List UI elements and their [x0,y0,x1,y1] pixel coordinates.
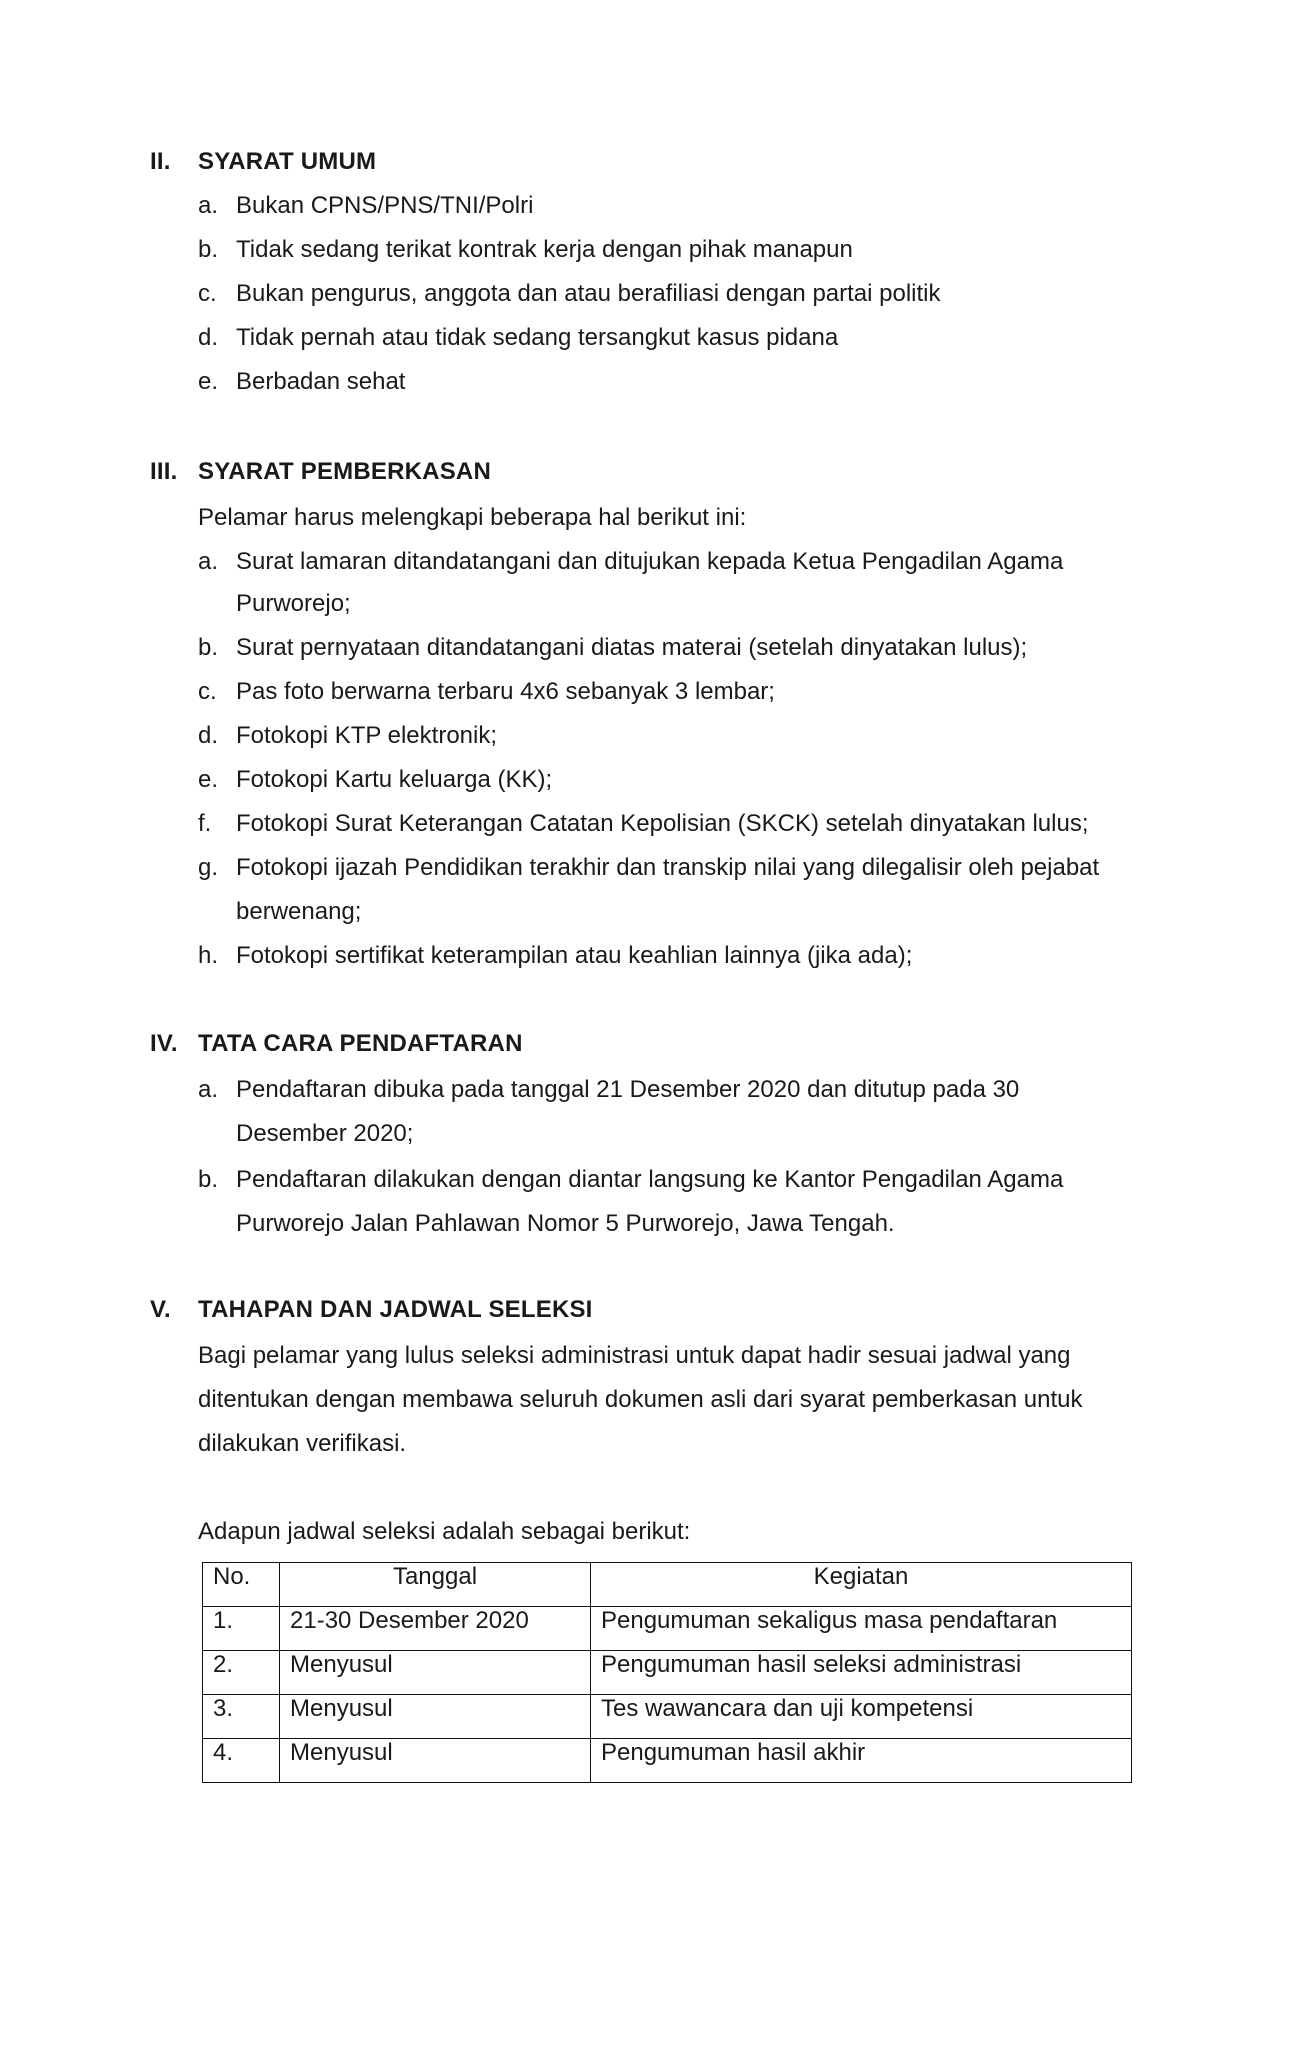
list-marker: a. [198,192,219,219]
schedule-table [202,1562,1132,1783]
list-item [198,368,405,396]
list-text: Pendaftaran dibuka pada tanggal 21 Desember 2020 dan ditutup pada 30 [236,1076,1020,1103]
list-item [198,854,1099,882]
paragraph-line: dilakukan verifikasi. [198,1430,407,1457]
table-intro: Adapun jadwal seleksi adalah sebagai berikut: [198,1518,691,1545]
list-marker: g. [198,854,219,881]
section-title-syarat-umum [150,148,376,176]
section-number: V. [150,1296,171,1323]
list-item-continuation: berwenang; [236,898,362,925]
list-item [198,192,533,220]
column-header-no: No. [203,1563,280,1607]
cell-tanggal: 21-30 Desember 2020 [280,1607,591,1651]
list-text: Berbadan sehat [236,368,406,395]
list-item [198,1076,1019,1104]
cell-tanggal: Menyusul [280,1695,591,1739]
list-text: Tidak sedang terikat kontrak kerja dengan pihak manapun [236,236,853,263]
list-text: Fotokopi sertifikat keterampilan atau keahlian lainnya (jika ada); [236,942,913,969]
list-marker: a. [198,1076,219,1103]
cell-kegiatan: Pengumuman hasil seleksi administrasi [591,1651,1132,1695]
list-text: Surat pernyataan ditandatangani diatas materai (setelah dinyatakan lulus); [236,634,1028,661]
list-text: Surat lamaran ditandatangani dan ditujukan kepada Ketua Pengadilan Agama [236,548,1064,575]
list-text: Fotokopi Kartu keluarga (KK); [236,766,553,793]
section-number: II. [150,148,171,175]
list-text: Pendaftaran dilakukan dengan diantar langsung ke Kantor Pengadilan Agama [236,1166,1064,1193]
list-marker: e. [198,368,219,395]
cell-tanggal: Menyusul [280,1739,591,1783]
list-item [198,942,912,970]
cell-kegiatan: Tes wawancara dan uji kompetensi [591,1695,1132,1739]
list-item [198,236,853,264]
cell-tanggal: Menyusul [280,1651,591,1695]
list-marker: b. [198,236,219,263]
cell-no: 1. [203,1607,280,1651]
list-marker: d. [198,722,219,749]
section-intro: Pelamar harus melengkapi beberapa hal berikut ini: [198,504,747,531]
list-marker: c. [198,678,217,705]
list-item [198,722,497,750]
list-marker: b. [198,1166,219,1193]
list-text: Bukan pengurus, anggota dan atau berafiliasi dengan partai politik [236,280,941,307]
list-item [198,280,941,308]
list-item-continuation: Desember 2020; [236,1120,414,1147]
cell-no: 2. [203,1651,280,1695]
cell-kegiatan: Pengumuman hasil akhir [591,1739,1132,1783]
list-item [198,766,552,794]
list-text: Tidak pernah atau tidak sedang tersangkut kasus pidana [236,324,839,351]
list-text: Fotokopi Surat Keterangan Catatan Kepolisian (SKCK) setelah dinyatakan lulus; [236,810,1089,837]
list-marker: a. [198,548,219,575]
list-marker: f. [198,810,212,837]
section-title-tata-cara-pendaftaran [150,1030,523,1058]
list-text: Fotokopi ijazah Pendidikan terakhir dan transkip nilai yang dilegalisir oleh pejabat [236,854,1100,881]
column-header-tanggal: Tanggal [280,1563,591,1607]
paragraph-line: ditentukan dengan membawa seluruh dokumen asli dari syarat pemberkasan untuk [198,1386,1083,1413]
paragraph-line: Bagi pelamar yang lulus seleksi administrasi untuk dapat hadir sesuai jadwal yang [198,1342,1071,1369]
table-row [203,1607,1132,1651]
list-item [198,678,775,706]
section-number: IV. [150,1030,178,1057]
section-title-syarat-pemberkasan [150,458,491,486]
list-item [198,634,1027,662]
table-row [203,1739,1132,1783]
list-item [198,810,1089,838]
section-heading: TATA CARA PENDAFTARAN [198,1030,523,1057]
table-header-row [203,1563,1132,1607]
section-title-tahapan-jadwal-seleksi [150,1296,593,1324]
list-text: Bukan CPNS/PNS/TNI/Polri [236,192,534,219]
section-heading: TAHAPAN DAN JADWAL SELEKSI [198,1296,593,1323]
column-header-kegiatan: Kegiatan [591,1563,1132,1607]
cell-no: 3. [203,1695,280,1739]
list-marker: c. [198,280,217,307]
list-marker: b. [198,634,219,661]
table-row [203,1695,1132,1739]
list-item [198,548,1063,576]
section-heading: SYARAT PEMBERKASAN [198,458,491,485]
list-text: Pas foto berwarna terbaru 4x6 sebanyak 3 lembar; [236,678,775,705]
cell-no: 4. [203,1739,280,1783]
list-marker: e. [198,766,219,793]
section-heading: SYARAT UMUM [198,148,377,175]
list-item-continuation: Purworejo Jalan Pahlawan Nomor 5 Purworejo, Jawa Tengah. [236,1210,895,1237]
table-row [203,1651,1132,1695]
list-item [198,1166,1063,1194]
list-item-continuation: Purworejo; [236,590,351,617]
list-item [198,324,838,352]
list-marker: d. [198,324,219,351]
list-text: Fotokopi KTP elektronik; [236,722,498,749]
cell-kegiatan: Pengumuman sekaligus masa pendaftaran [591,1607,1132,1651]
list-marker: h. [198,942,219,969]
section-number: III. [150,458,178,485]
